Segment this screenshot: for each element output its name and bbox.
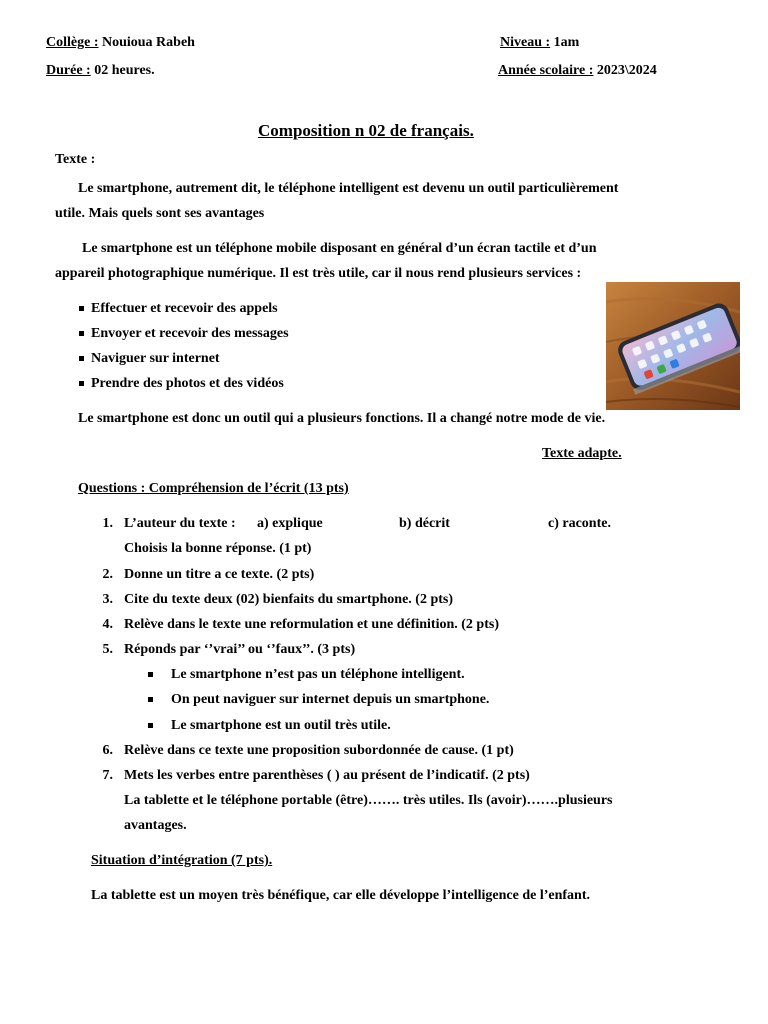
para1-line2: utile. Mais quels sont ses avantages bbox=[55, 206, 265, 221]
college-value: Nouioua Rabeh bbox=[101, 35, 195, 50]
source-note: Texte adapte. bbox=[542, 446, 622, 461]
text-label: Texte : bbox=[55, 152, 96, 167]
q4-text: Relève dans le texte une reformulation et une définition. (2 pts) bbox=[124, 617, 499, 632]
annee-line bbox=[498, 63, 657, 79]
bullet-icon bbox=[79, 356, 84, 361]
question-number: 6. bbox=[102, 743, 113, 758]
service-item: Naviguer sur internet bbox=[91, 351, 220, 366]
para2-line2: appareil photographique numérique. Il est très utile, car il nous rend plusieurs services : bbox=[55, 266, 582, 281]
college-line bbox=[46, 35, 195, 51]
q3-text: Cite du texte deux (02) bienfaits du smartphone. (2 pts) bbox=[124, 592, 453, 607]
q6-text: Relève dans ce texte une proposition subordonnée de cause. (1 pt) bbox=[124, 743, 514, 758]
bullet-icon bbox=[79, 331, 84, 336]
question-number: 3. bbox=[102, 592, 113, 607]
bullet-icon bbox=[148, 697, 153, 702]
bullet-icon bbox=[148, 723, 153, 728]
bullet-icon bbox=[79, 306, 84, 311]
q5-text: Réponds par ‘’vrai’’ ou ‘’faux’’. (3 pts) bbox=[124, 642, 356, 657]
bullet-icon bbox=[79, 381, 84, 386]
para2-line1: Le smartphone est un téléphone mobile disposant en général d’un écran tactile et d’un bbox=[82, 241, 597, 256]
smartphone-photo bbox=[606, 282, 740, 410]
q7-exercise-line: La tablette et le téléphone portable (être)……. très utiles. Ils (avoir)…….plusieurs bbox=[124, 793, 613, 808]
q5-statement: Le smartphone est un outil très utile. bbox=[171, 718, 391, 733]
niveau-value: 1am bbox=[553, 35, 580, 50]
service-item: Prendre des photos et des vidéos bbox=[91, 376, 284, 391]
q2-text: Donne un titre a ce texte. (2 pts) bbox=[124, 567, 315, 582]
q7-text: Mets les verbes entre parenthèses ( ) au présent de l’indicatif. (2 pts) bbox=[124, 768, 530, 783]
integration-text: La tablette est un moyen très bénéfique, car elle développe l’intelligence de l’enfant. bbox=[91, 888, 590, 903]
duree-value: 02 heures. bbox=[94, 63, 155, 78]
question-number: 1. bbox=[102, 516, 113, 531]
service-item: Effectuer et recevoir des appels bbox=[91, 301, 278, 316]
page-title: Composition n 02 de français. bbox=[258, 121, 474, 140]
question-number: 7. bbox=[102, 768, 113, 783]
q1-option-b: b) décrit bbox=[399, 516, 450, 531]
q7-exercise-line: avantages. bbox=[124, 818, 187, 833]
question-number: 5. bbox=[102, 642, 113, 657]
q1-instruction: Choisis la bonne réponse. (1 pt) bbox=[124, 541, 312, 556]
service-item: Envoyer et recevoir des messages bbox=[91, 326, 289, 341]
bullet-icon bbox=[148, 672, 153, 677]
q1-stem: L’auteur du texte : bbox=[124, 516, 236, 531]
question-number: 4. bbox=[102, 617, 113, 632]
q1-option-a: a) explique bbox=[257, 516, 323, 531]
duree-line bbox=[46, 63, 155, 79]
annee-value: 2023\2024 bbox=[596, 63, 657, 78]
q1-option-c: c) raconte. bbox=[548, 516, 611, 531]
questions-heading: Questions : Compréhension de l’écrit (13 pts) bbox=[78, 481, 349, 496]
niveau-label: Niveau : bbox=[500, 35, 551, 50]
niveau-line bbox=[500, 35, 579, 51]
integration-heading: Situation d’intégration (7 pts). bbox=[91, 853, 273, 868]
conclusion-text: Le smartphone est donc un outil qui a plusieurs fonctions. Il a changé notre mode de vie. bbox=[78, 411, 606, 426]
para1-line1: Le smartphone, autrement dit, le téléphone intelligent est devenu un outil particulièrement bbox=[78, 181, 619, 196]
q5-statement: Le smartphone n’est pas un téléphone intelligent. bbox=[171, 667, 465, 682]
college-label: Collège : bbox=[46, 35, 99, 50]
duree-label: Durée : bbox=[46, 63, 91, 78]
annee-label: Année scolaire : bbox=[498, 63, 594, 78]
q5-statement: On peut naviguer sur internet depuis un smartphone. bbox=[171, 692, 490, 707]
question-number: 2. bbox=[102, 567, 113, 582]
